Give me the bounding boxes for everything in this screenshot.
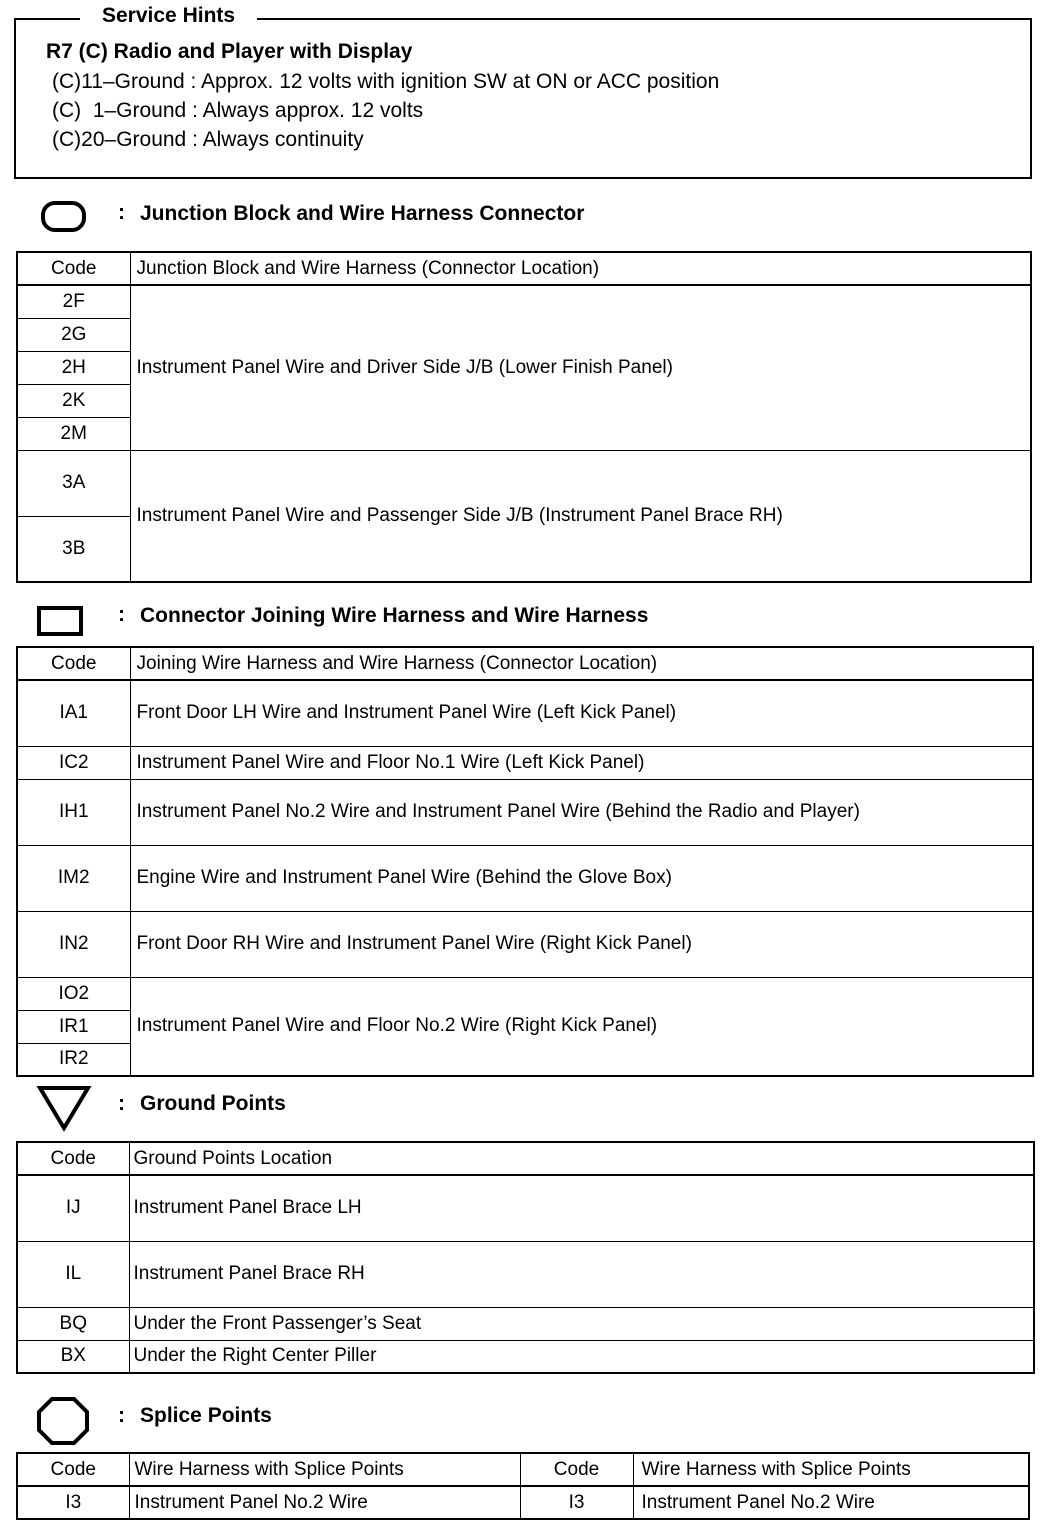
connector-section-title: Connector Joining Wire Harness and Wire Harness [140,604,649,627]
splice-location: Instrument Panel No.2 Wire [633,1486,1029,1519]
junction-code: 2M [17,417,130,450]
junction-table [16,251,1032,583]
connector-location: Front Door LH Wire and Instrument Panel Wire (Left Kick Panel) [130,680,1033,746]
splice-location: Instrument Panel No.2 Wire [129,1486,520,1519]
triangle-down-icon [36,1084,92,1132]
splice-table [16,1452,1030,1520]
column-header-location: Wire Harness with Splice Points [633,1453,1029,1486]
connector-table [16,646,1034,1077]
splice-code: I3 [17,1486,129,1519]
column-header-code: Code [17,1142,129,1175]
ground-code: IL [17,1241,129,1307]
connector-location: Instrument Panel No.2 Wire and Instrument Panel Wire (Behind the Radio and Player) [130,779,1033,845]
ground-code: BQ [17,1307,129,1340]
ground-location: Instrument Panel Brace RH [129,1241,1034,1307]
ground-code: IJ [17,1175,129,1241]
ground-table [16,1141,1035,1374]
section-colon: : [118,201,125,224]
column-header-code: Code [17,647,130,680]
connector-code: IM2 [17,845,130,911]
service-hints-heading: R7 (C) Radio and Player with Display [46,40,413,63]
column-header-code: Code [17,1453,129,1486]
connector-location: Engine Wire and Instrument Panel Wire (Behind the Glove Box) [130,845,1033,911]
octagon-icon [36,1396,90,1446]
ground-code: BX [17,1340,129,1373]
connector-code: IN2 [17,911,130,977]
connector-code: IR1 [17,1010,130,1043]
connector-code: IA1 [17,680,130,746]
ground-location: Under the Right Center Piller [129,1340,1034,1373]
splice-code: I3 [520,1486,633,1519]
junction-code: 3B [17,516,130,582]
rounded-rect-icon [40,200,88,234]
ground-section-title: Ground Points [140,1092,286,1115]
junction-section-title: Junction Block and Wire Harness Connector [140,202,585,225]
splice-section-title: Splice Points [140,1404,272,1427]
service-hint-line: (C)11–Ground : Approx. 12 volts with ignition SW at ON or ACC position [52,70,720,93]
junction-code: 2G [17,318,130,351]
connector-code: IH1 [17,779,130,845]
service-hint-line: (C)20–Ground : Always continuity [52,128,364,151]
connector-location: Instrument Panel Wire and Floor No.2 Wire (Right Kick Panel) [130,977,1033,1076]
section-colon: : [118,1404,125,1427]
connector-location: Front Door RH Wire and Instrument Panel Wire (Right Kick Panel) [130,911,1033,977]
connector-location: Instrument Panel Wire and Floor No.1 Wire (Left Kick Panel) [130,746,1033,779]
section-colon: : [118,603,125,626]
junction-code: 2F [17,285,130,318]
ground-location: Under the Front Passenger’s Seat [129,1307,1034,1340]
service-hints-title: Service Hints [80,4,257,28]
junction-code: 3A [17,450,130,516]
junction-location: Instrument Panel Wire and Driver Side J/B (Lower Finish Panel) [130,285,1031,450]
junction-code: 2H [17,351,130,384]
column-header-location: Ground Points Location [129,1142,1034,1175]
column-header-code: Code [520,1453,633,1486]
service-hint-line: (C) 1–Ground : Always approx. 12 volts [52,99,424,122]
section-colon: : [118,1092,125,1115]
column-header-location: Wire Harness with Splice Points [129,1453,520,1486]
junction-code: 2K [17,384,130,417]
junction-location: Instrument Panel Wire and Passenger Side J/B (Instrument Panel Brace RH) [130,450,1031,582]
ground-location: Instrument Panel Brace LH [129,1175,1034,1241]
connector-code: IC2 [17,746,130,779]
column-header-location: Joining Wire Harness and Wire Harness (Connector Location) [130,647,1033,680]
connector-code: IR2 [17,1043,130,1076]
column-header-location: Junction Block and Wire Harness (Connector Location) [130,252,1031,285]
rectangle-icon [36,605,84,637]
connector-code: IO2 [17,977,130,1010]
column-header-code: Code [17,252,130,285]
